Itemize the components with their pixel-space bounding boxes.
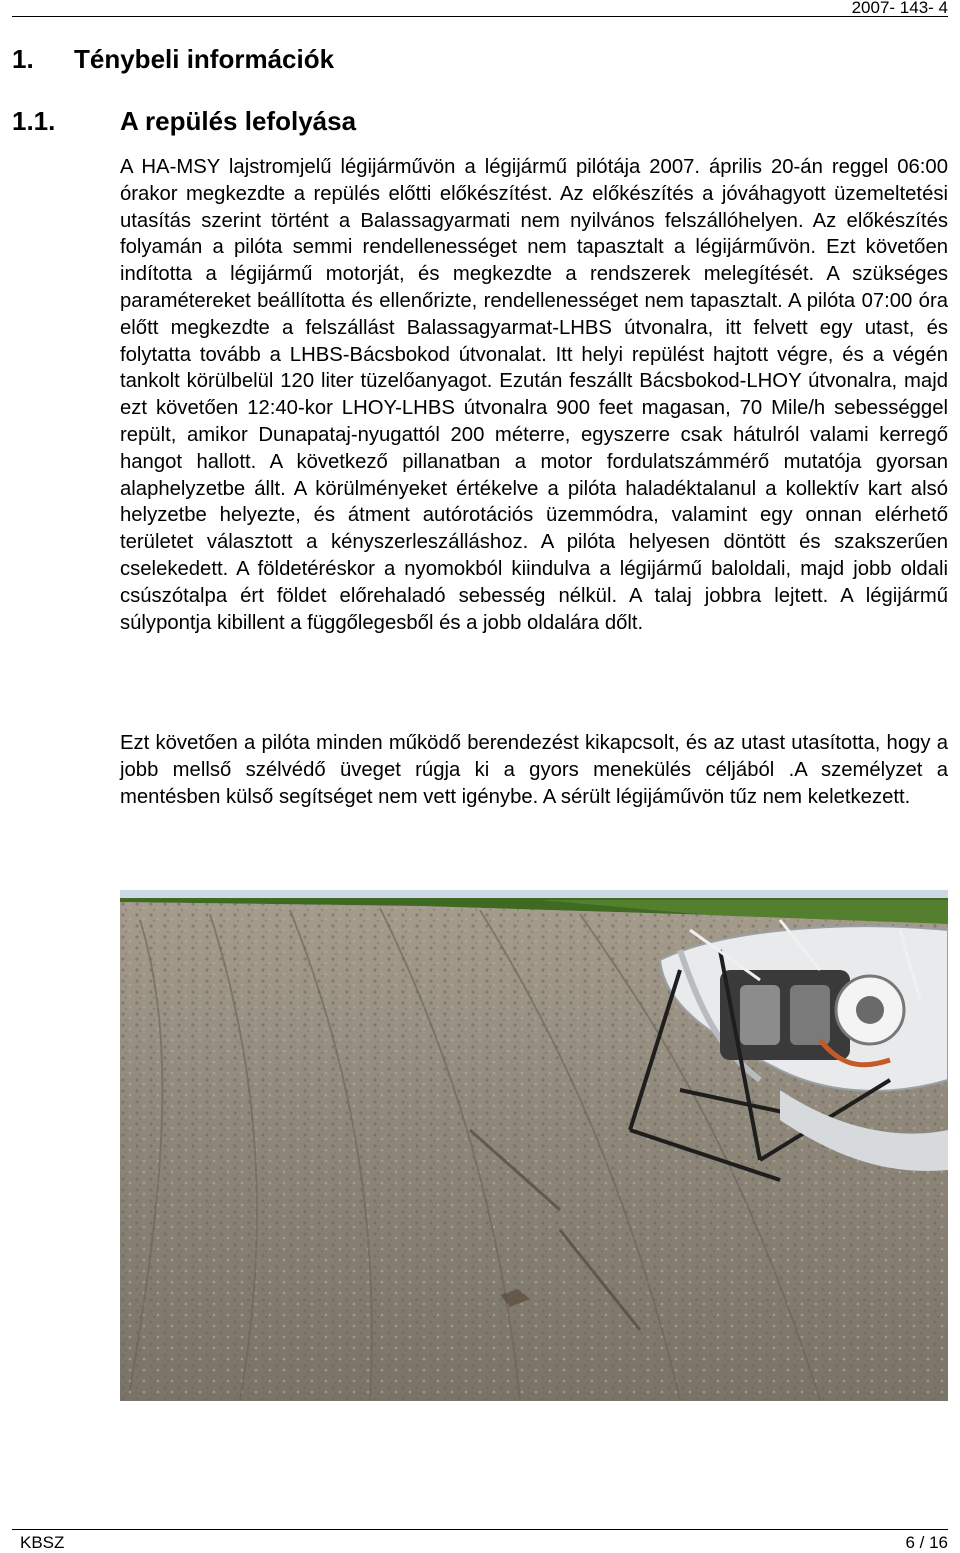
body-paragraph-evacuation: Ezt követően a pilóta minden működő berendezést kikapcsolt, és az utast utasította, hogy a jobb mellső szélvédő üveget rúgja ki a gyors menekülés céljából .A személyzet a mentésben külső segítséget nem vett igénybe. A sérült légijáművön tűz nem keletkezett. (120, 732, 948, 808)
footer-organization: KBSZ (20, 1533, 65, 1552)
section-title: Ténybeli információk (74, 44, 335, 74)
body-paragraph-flight-course: A HA-MSY lajstromjelű légijárművön a légijármű pilótája 2007. április 20-án reggel 06:00 órakor megkezdte a repülés előtti előkészítést. Az előkészítés a jóváhagyott üzemeltetési utasítás szerint történt a Balassagyarmati nem nyilvános felszállóhelyen. Az előkészítés folyamán a pilóta semmi rendellenességet nem tapasztalt a légijárművön. Ezt követően indította a légijármű motorját, és megkezdte a rendszerek melegítését. A szükséges paramétereket beállította és ellenőrizte, rendellenességet nem tapasztalt. A pilóta 07:00 óra előtt megkezdte a felszállást Balassagyarmat-LHBS útvonalra, itt felvett egy utast, és folytatta tovább a LHBS-Bácsbokod útvonalat. Itt helyi repülést hajtott végre, és a végén tankolt körülbelül 120 liter tüzelőanyagot. Ezután feszállt Bácsbokod-LHOY útvonalra, majd ezt követően 12:40-kor LHOY-LHBS útvonalra 900 feet magasan, 70 Mile/h sebességgel repült, amikor Dunapataj-nyugattól 200 méterre, egyszerre csak hátulról valami kerregő hangot hallott. A következő pillanatban a motor fordulatszámmérő mutatója gyorsan alaphelyzetbe állt. A körülményeket értékelve a pilóta haladéktalanul a kollektív kart alsó helyzetbe helyezte, és átment autórotációs üzemmódra, valamint egy onnan elérhető területet választott a kényszerleszálláshoz. A pilóta helyesen döntött és szakszerűen cselekedett. A földetéréskor a nyomokból kiindulva a légijármű baloldali, majd jobb oldali csúszótalpa ért földet előrehaladó sebesség nélkül. A talaj jobbra lejtett. A légijármű súlypontja kibillent a függőlegesből és a jobb oldalára dőlt. (120, 156, 948, 634)
header-divider (12, 16, 948, 17)
subsection-number: 1.1. (12, 106, 56, 136)
section-heading (12, 44, 334, 75)
subsection-title: A repülés lefolyása (120, 106, 357, 136)
page-number: 6 / 16 (905, 1533, 948, 1552)
document-reference: 2007- 143- 4 (851, 0, 948, 17)
section-number: 1. (12, 44, 34, 74)
accident-site-photo (120, 890, 948, 1401)
footer-divider (12, 1529, 948, 1530)
subsection-heading (12, 106, 356, 137)
